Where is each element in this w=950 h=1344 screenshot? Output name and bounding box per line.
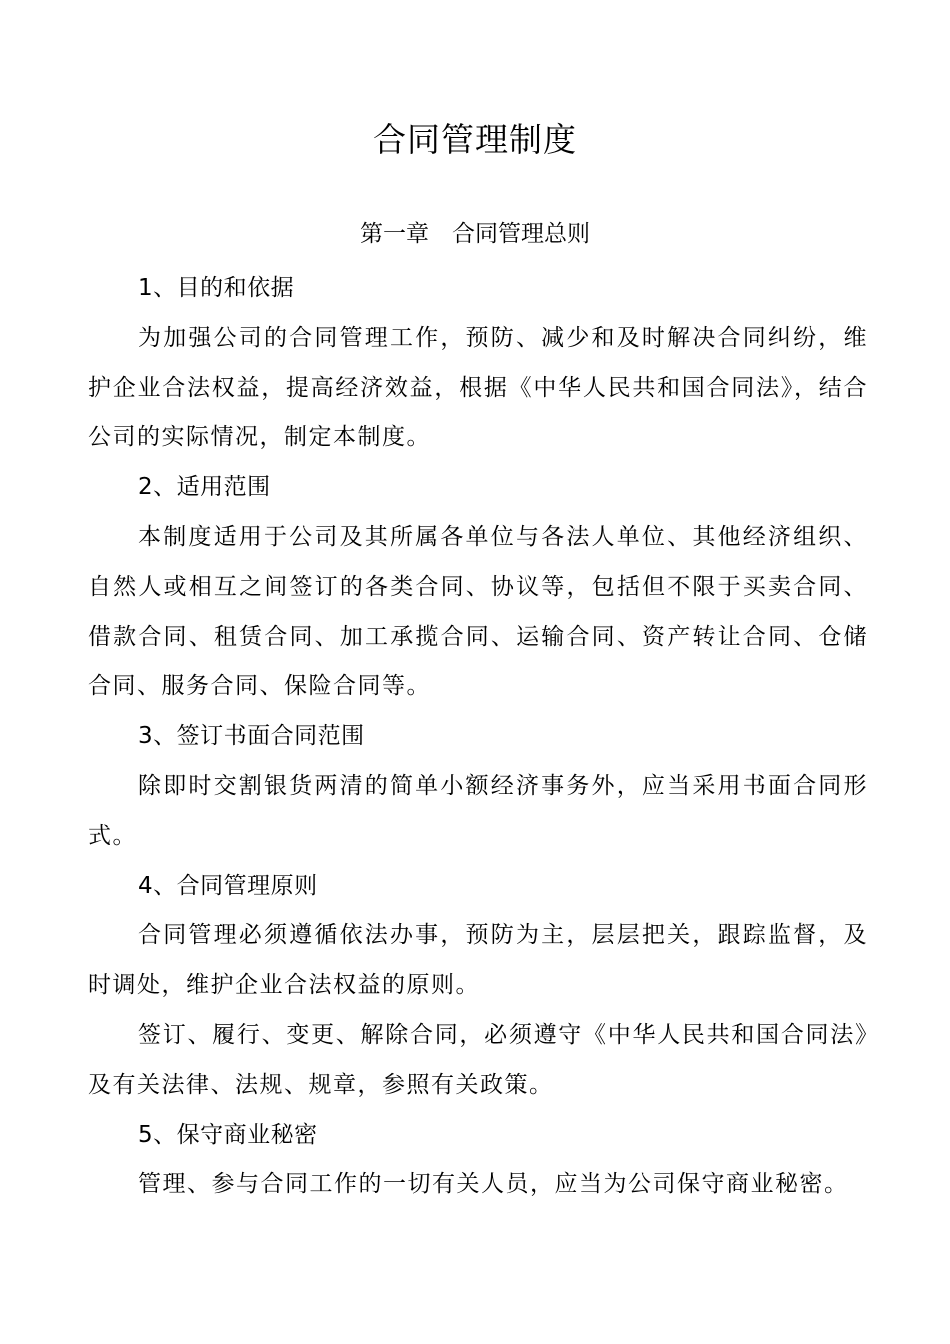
paragraph-principles-2: 签订、履行、变更、解除合同，必须遵守《中华人民共和国合同法》及有关法律、法规、规章，参照有关政策。 <box>88 1021 868 1098</box>
paragraph-purpose: 为加强公司的合同管理工作，预防、减少和及时解决合同纠纷，维护企业合法权益，提高经济效益，根据《中华人民共和国合同法》，结合公司的实际情况，制定本制度。 <box>88 324 868 451</box>
paragraph-principles-1: 合同管理必须遵循依法办事，预防为主，层层把关，跟踪监督，及时调处，维护企业合法权益的原则。 <box>88 922 868 999</box>
section-heading-written-contract: 3、签订书面合同范围 <box>138 723 365 750</box>
section-heading-principles: 4、合同管理原则 <box>138 872 318 899</box>
document-body <box>88 264 868 1210</box>
paragraph-confidentiality: 管理、参与合同工作的一切有关人员，应当为公司保守商业秘密。 <box>138 1171 849 1198</box>
chapter-heading: 第一章 合同管理总则 <box>360 221 590 247</box>
document-title: 合同管理制度 <box>373 120 577 159</box>
paragraph-scope: 本制度适用于公司及其所属各单位与各法人单位、其他经济组织、自然人或相互之间签订的各类合同、协议等，包括但不限于买卖合同、借款合同、租赁合同、加工承揽合同、运输合同、资产转让合同、仓储合同、服务合同、保险合同等。 <box>88 523 868 700</box>
section-heading-purpose: 1、目的和依据 <box>138 275 295 301</box>
section-heading-scope: 2、适用范围 <box>138 474 271 501</box>
section-heading-confidentiality: 5、保守商业秘密 <box>138 1121 318 1148</box>
paragraph-written-contract: 除即时交割银货两清的简单小额经济事务外，应当采用书面合同形式。 <box>88 772 868 849</box>
